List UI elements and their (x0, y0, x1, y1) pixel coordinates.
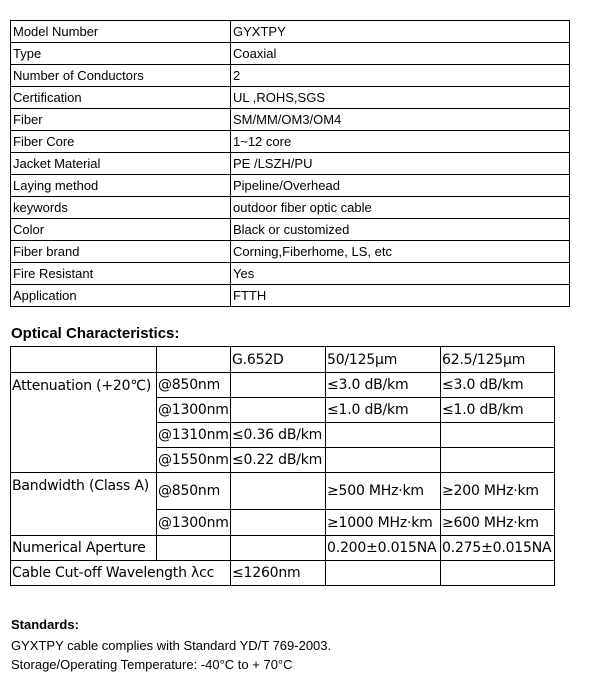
mm625-cell: ≥600 MHz·km (441, 510, 555, 536)
header-50-125: 50/125μm (326, 347, 441, 373)
mm50-cell: 0.200±0.015NA (326, 536, 441, 561)
mm625-cell: ≤1.0 dB/km (441, 398, 555, 423)
spec-label: Jacket Material (11, 153, 231, 175)
spec-value: 1~12 core (231, 131, 570, 153)
spec-label: Certification (11, 87, 231, 109)
spec-label: Model Number (11, 21, 231, 43)
spec-label: Fiber (11, 109, 231, 131)
standards-title: Standards: (11, 617, 79, 632)
mm625-cell: 0.275±0.015NA (441, 536, 555, 561)
g652d-cell (231, 473, 326, 510)
mm50-cell: ≥1000 MHz·km (326, 510, 441, 536)
attenuation-label: Attenuation (+20℃) (11, 373, 157, 473)
spec-label: Fire Resistant (11, 263, 231, 285)
spec-value: FTTH (231, 285, 570, 307)
wavelength-cell: @1550nm (157, 448, 231, 473)
g652d-cell (231, 398, 326, 423)
spec-label: Color (11, 219, 231, 241)
spec-value: outdoor fiber optic cable (231, 197, 570, 219)
spec-value: Corning,Fiberhome, LS, etc (231, 241, 570, 263)
table-row (11, 175, 570, 197)
mm625-cell: ≤3.0 dB/km (441, 373, 555, 398)
table-row (11, 285, 570, 307)
empty-cell (231, 536, 326, 561)
table-row (11, 43, 570, 65)
table-row (11, 197, 570, 219)
spec-label: Fiber brand (11, 241, 231, 263)
mm50-cell: ≤1.0 dB/km (326, 398, 441, 423)
spec-table (10, 20, 570, 307)
spec-value: UL ,ROHS,SGS (231, 87, 570, 109)
bandwidth-label: Bandwidth (Class A) (11, 473, 157, 536)
wavelength-cell: @1310nm (157, 423, 231, 448)
g652d-cell: ≤0.22 dB/km (231, 448, 326, 473)
table-row (11, 241, 570, 263)
mm50-cell (326, 448, 441, 473)
spec-value: PE /LSZH/PU (231, 153, 570, 175)
mm625-cell: ≥200 MHz·km (441, 473, 555, 510)
header-empty-cell (157, 347, 231, 373)
table-row (11, 87, 570, 109)
table-row (11, 65, 570, 87)
optical-heading: Optical Characteristics: (11, 325, 180, 342)
table-row (11, 561, 555, 586)
table-row (11, 536, 555, 561)
table-row (11, 263, 570, 285)
spec-label: keywords (11, 197, 231, 219)
optical-table (10, 346, 555, 586)
spec-value: 2 (231, 65, 570, 87)
header-62-5-125: 62.5/125μm (441, 347, 555, 373)
g652d-cell: ≤1260nm (231, 561, 326, 586)
wavelength-cell: @850nm (157, 473, 231, 510)
temperature-line: Storage/Operating Temperature: -40°C to + 70°C (11, 657, 293, 672)
empty-cell (441, 561, 555, 586)
table-row (11, 109, 570, 131)
wavelength-cell: @1300nm (157, 510, 231, 536)
table-row (11, 347, 555, 373)
wavelength-cell: @1300nm (157, 398, 231, 423)
g652d-cell (231, 510, 326, 536)
spec-value: GYXTPY (231, 21, 570, 43)
mm50-cell (326, 423, 441, 448)
table-row (11, 153, 570, 175)
spec-value: Pipeline/Overhead (231, 175, 570, 197)
spec-label: Application (11, 285, 231, 307)
spec-value: Black or customized (231, 219, 570, 241)
table-row (11, 131, 570, 153)
spec-label: Type (11, 43, 231, 65)
header-g652d: G.652D (231, 347, 326, 373)
spec-value: Yes (231, 263, 570, 285)
standards-line: GYXTPY cable complies with Standard YD/T 769-2003. (11, 638, 332, 653)
mm50-cell: ≤3.0 dB/km (326, 373, 441, 398)
g652d-cell (231, 373, 326, 398)
table-row (11, 373, 555, 398)
wavelength-cell: @850nm (157, 373, 231, 398)
table-row (11, 21, 570, 43)
cutoff-label: Cable Cut-off Wavelength λcc (11, 561, 231, 586)
header-empty-cell (11, 347, 157, 373)
table-row (11, 219, 570, 241)
empty-cell (157, 536, 231, 561)
spec-label: Number of Conductors (11, 65, 231, 87)
spec-label: Laying method (11, 175, 231, 197)
mm625-cell (441, 423, 555, 448)
g652d-cell: ≤0.36 dB/km (231, 423, 326, 448)
spec-label: Fiber Core (11, 131, 231, 153)
empty-cell (326, 561, 441, 586)
mm50-cell: ≥500 MHz·km (326, 473, 441, 510)
table-row (11, 473, 555, 510)
na-label: Numerical Aperture (11, 536, 157, 561)
spec-value: Coaxial (231, 43, 570, 65)
mm625-cell (441, 448, 555, 473)
spec-value: SM/MM/OM3/OM4 (231, 109, 570, 131)
